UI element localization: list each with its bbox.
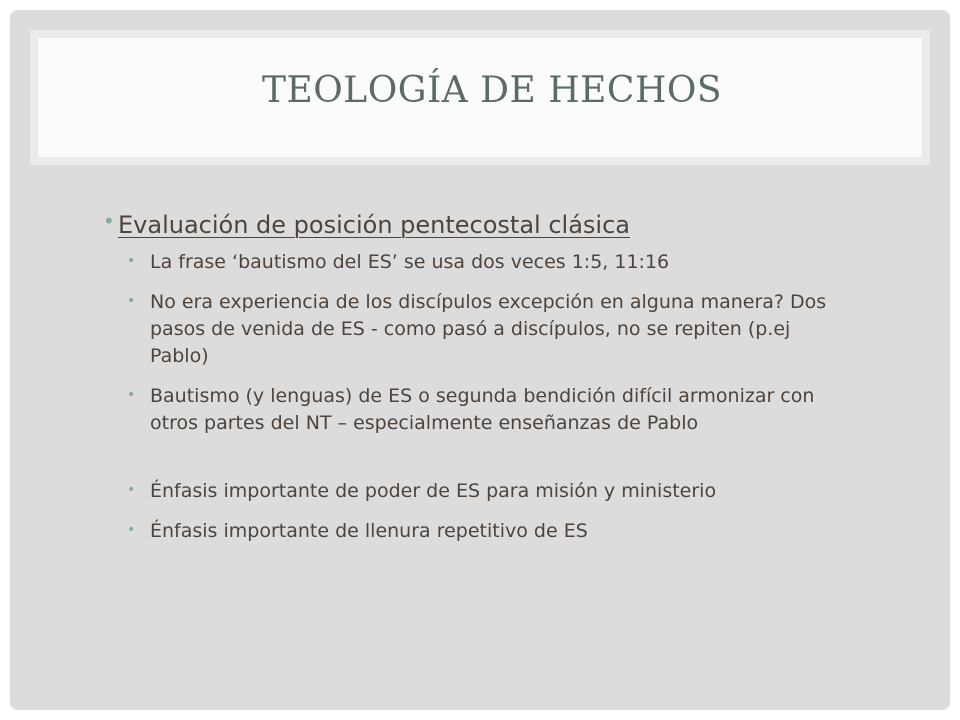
sub-bullet-item [110,249,850,276]
bullet-dot-icon: • [127,522,136,538]
sub-bullet-item [110,478,850,505]
slide-title: TEOLOGÍA DE HECHOS [262,70,723,111]
sub-bullet-list [110,249,850,545]
bullet-dot-icon: • [103,209,115,233]
sub-bullet-text: Énfasis importante de llenura repetitivo de ES [150,520,588,542]
sub-bullet-text: La frase ‘bautismo del ES’ se usa dos veces 1:5, 11:16 [150,251,670,273]
sub-bullet-text: No era experiencia de los discípulos excepción en alguna manera? Dos pasos de venida de ES - como pasó a discípulos, no se repiten (p.ej Pablo) [150,291,827,367]
sub-bullet-item [110,383,850,437]
bullet-dot-icon: • [127,482,136,498]
bullet-dot-icon: • [127,293,136,309]
sub-bullet-item [110,289,850,370]
slide-content [103,208,850,558]
main-bullet [103,208,850,242]
bullet-dot-icon: • [127,387,136,403]
sub-bullet-text: Bautismo (y lenguas) de ES o segunda bendición difícil armonizar con otros partes del NT – especialmente enseñanzas de Pablo [150,385,815,434]
bullet-dot-icon: • [127,253,136,269]
sub-bullet-item [110,518,850,545]
main-bullet-heading[interactable]: Evaluación de posición pentecostal clásica [118,211,630,239]
sub-bullet-text: Énfasis importante de poder de ES para misión y ministerio [150,480,717,502]
